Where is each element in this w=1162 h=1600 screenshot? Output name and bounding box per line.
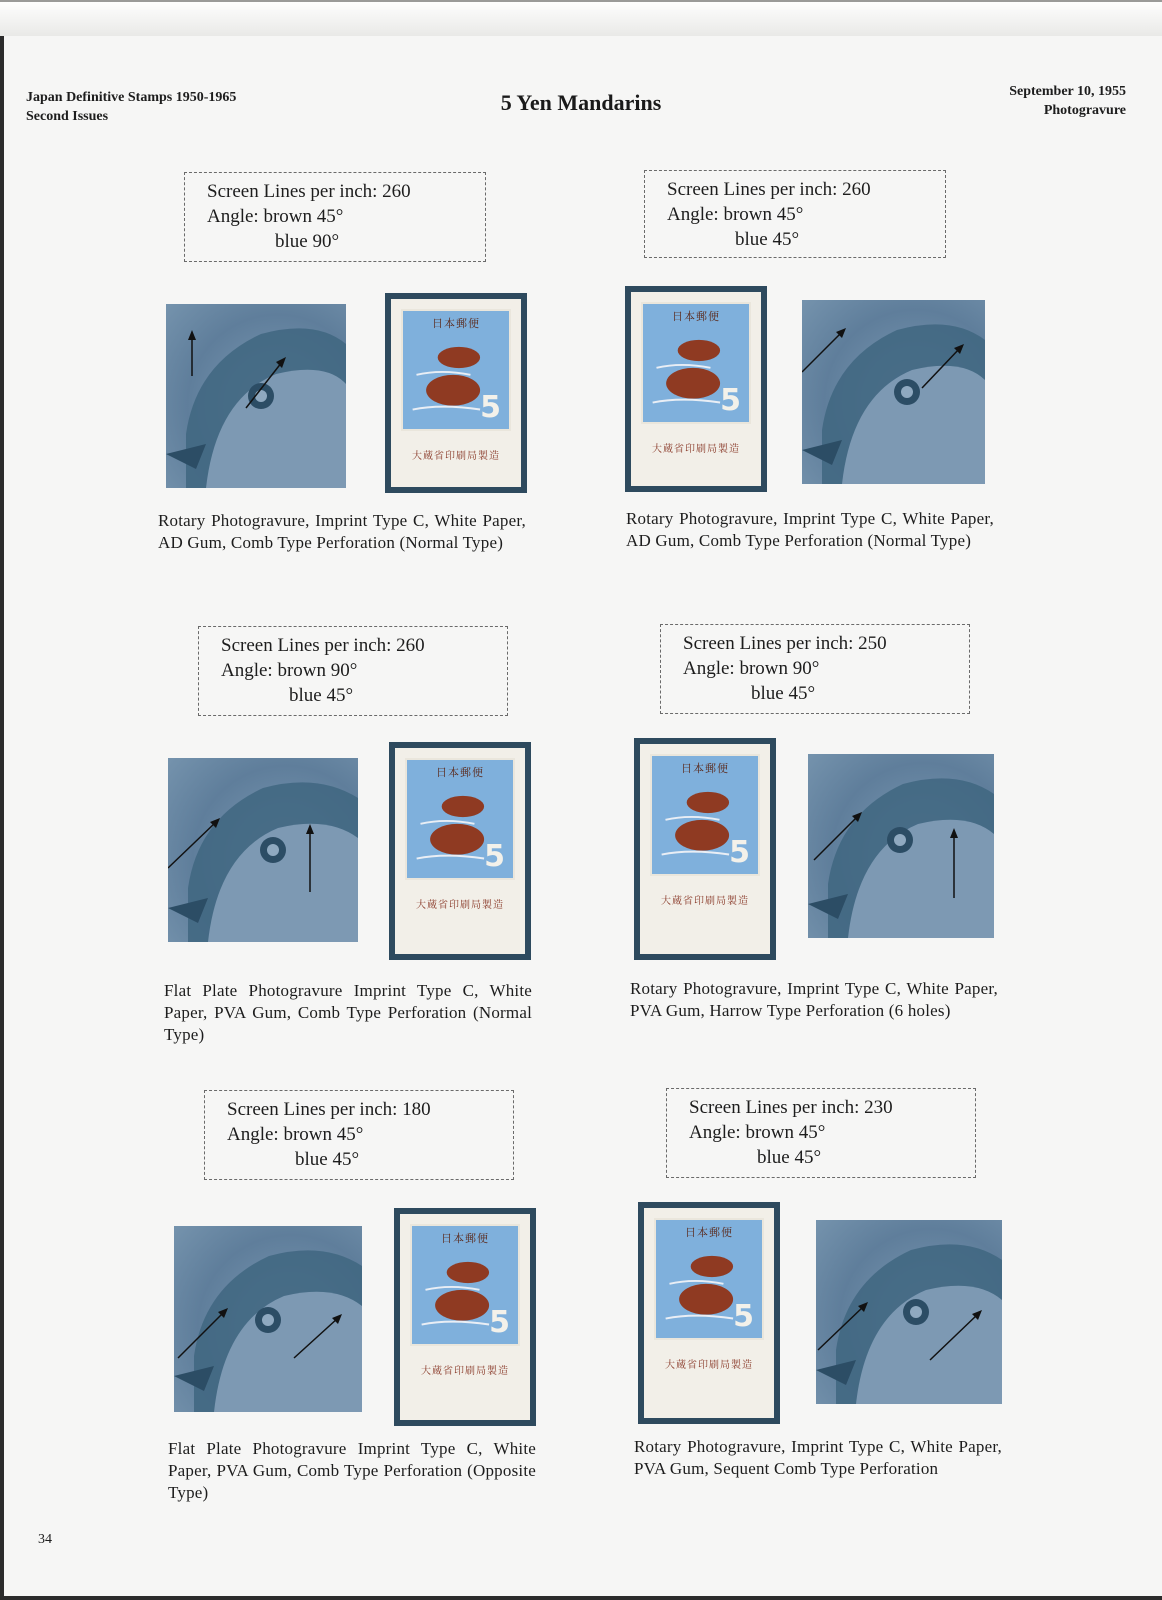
stamp-denomination: 5 xyxy=(489,1305,510,1340)
screen-lines: Screen Lines per inch: 230 xyxy=(689,1097,893,1118)
angle-brown: Angle: brown 90° xyxy=(221,660,358,681)
page-title: 5 Yen Mandarins xyxy=(500,90,662,115)
angle-blue: blue 45° xyxy=(295,1149,360,1170)
stamp-mount xyxy=(385,293,527,493)
spec-box xyxy=(184,172,486,262)
issue-label: Second Issues xyxy=(26,109,109,124)
stamp-country-text: 日本郵便 xyxy=(685,1226,733,1239)
series-title: Japan Definitive Stamps 1950-1965 xyxy=(26,90,237,105)
stamp-with-selvage xyxy=(391,299,521,487)
stamp-country-text: 日本郵便 xyxy=(432,317,480,330)
stamp-imprint: 大蔵省印刷局製造 xyxy=(661,896,749,907)
stamp-design xyxy=(650,754,760,876)
spec-box xyxy=(644,170,946,258)
stamp-imprint: 大蔵省印刷局製造 xyxy=(412,451,500,462)
duck-head-enlargement xyxy=(816,1220,1002,1404)
stamp-imprint: 大蔵省印刷局製造 xyxy=(416,900,504,911)
stamp-design xyxy=(401,309,511,431)
stamp-with-selvage xyxy=(395,748,525,954)
spec-box xyxy=(204,1090,514,1180)
scan-top-edge xyxy=(0,0,1162,36)
spec-box xyxy=(666,1088,976,1178)
stamp-mount xyxy=(625,286,767,492)
screen-lines: Screen Lines per inch: 250 xyxy=(683,633,887,654)
angle-blue: blue 45° xyxy=(735,229,800,250)
angle-blue: blue 90° xyxy=(275,231,340,252)
stamp-imprint: 大蔵省印刷局製造 xyxy=(665,1360,753,1371)
panel-caption: Rotary Photogravure, Imprint Type C, White Paper, AD Gum, Comb Type Perforation (Normal Type) xyxy=(158,511,526,552)
spec-box xyxy=(660,624,970,714)
enlargement-image xyxy=(168,758,358,942)
stamp-with-selvage xyxy=(644,1208,774,1418)
header-right xyxy=(1009,82,1126,120)
screen-lines: Screen Lines per inch: 260 xyxy=(667,179,871,200)
panel-caption: Rotary Photogravure, Imprint Type C, White Paper, PVA Gum, Harrow Type Perforation (6 holes) xyxy=(630,979,998,1020)
duck-head-enlargement xyxy=(808,754,994,938)
stamp-design xyxy=(641,302,751,424)
stamp-design xyxy=(410,1224,520,1346)
angle-blue: blue 45° xyxy=(289,685,354,706)
enlargement-image xyxy=(808,754,994,938)
stamp-denomination: 5 xyxy=(480,390,501,425)
panel-caption: Flat Plate Photogravure Imprint Type C, White Paper, PVA Gum, Comb Type Perforation (Normal Type) xyxy=(164,981,532,1044)
duck-head-enlargement xyxy=(802,300,985,484)
printing-method: Photogravure xyxy=(1043,103,1126,118)
stamp-mount xyxy=(394,1208,536,1426)
angle-brown: Angle: brown 45° xyxy=(207,206,344,227)
screen-lines: Screen Lines per inch: 260 xyxy=(221,635,425,656)
screen-lines: Screen Lines per inch: 260 xyxy=(207,181,411,202)
stamp-imprint: 大蔵省印刷局製造 xyxy=(421,1366,509,1377)
angle-blue: blue 45° xyxy=(757,1147,822,1168)
stamp-denomination: 5 xyxy=(484,839,505,874)
stamp-with-selvage xyxy=(640,744,770,954)
page-number: 34 xyxy=(38,1532,52,1547)
angle-blue: blue 45° xyxy=(751,683,816,704)
stamp-with-selvage xyxy=(400,1214,530,1420)
stamp-design xyxy=(654,1218,764,1340)
issue-date: September 10, 1955 xyxy=(1009,84,1126,99)
angle-brown: Angle: brown 45° xyxy=(689,1122,826,1143)
panel-caption: Rotary Photogravure, Imprint Type C, White Paper, AD Gum, Comb Type Perforation (Normal Type) xyxy=(626,509,994,550)
enlargement-image xyxy=(166,304,346,488)
spec-box xyxy=(198,626,508,716)
angle-brown: Angle: brown 45° xyxy=(667,204,804,225)
stamp-denomination: 5 xyxy=(729,835,750,870)
stamp-country-text: 日本郵便 xyxy=(672,310,720,323)
screen-lines: Screen Lines per inch: 180 xyxy=(227,1099,431,1120)
angle-brown: Angle: brown 45° xyxy=(227,1124,364,1145)
stamp-design xyxy=(405,758,515,880)
enlargement-image xyxy=(174,1226,362,1412)
duck-head-enlargement xyxy=(174,1226,362,1412)
stamp-mount xyxy=(634,738,776,960)
stamp-denomination: 5 xyxy=(733,1299,754,1334)
panel-caption: Flat Plate Photogravure Imprint Type C, White Paper, PVA Gum, Comb Type Perforation (Opposite Type) xyxy=(168,1439,536,1502)
duck-head-enlargement xyxy=(166,304,346,488)
stamp-imprint: 大蔵省印刷局製造 xyxy=(652,444,740,455)
stamp-country-text: 日本郵便 xyxy=(441,1232,489,1245)
stamp-mount xyxy=(389,742,531,960)
stamp-country-text: 日本郵便 xyxy=(436,766,484,779)
stamp-country-text: 日本郵便 xyxy=(681,762,729,775)
stamp-mount xyxy=(638,1202,780,1424)
angle-brown: Angle: brown 90° xyxy=(683,658,820,679)
stamp-with-selvage xyxy=(631,292,761,486)
enlargement-image xyxy=(802,300,985,484)
enlargement-image xyxy=(816,1220,1002,1404)
duck-head-enlargement xyxy=(168,758,358,942)
panel-caption: Rotary Photogravure, Imprint Type C, White Paper, PVA Gum, Sequent Comb Type Perforation xyxy=(634,1437,1002,1478)
stamp-denomination: 5 xyxy=(720,383,741,418)
